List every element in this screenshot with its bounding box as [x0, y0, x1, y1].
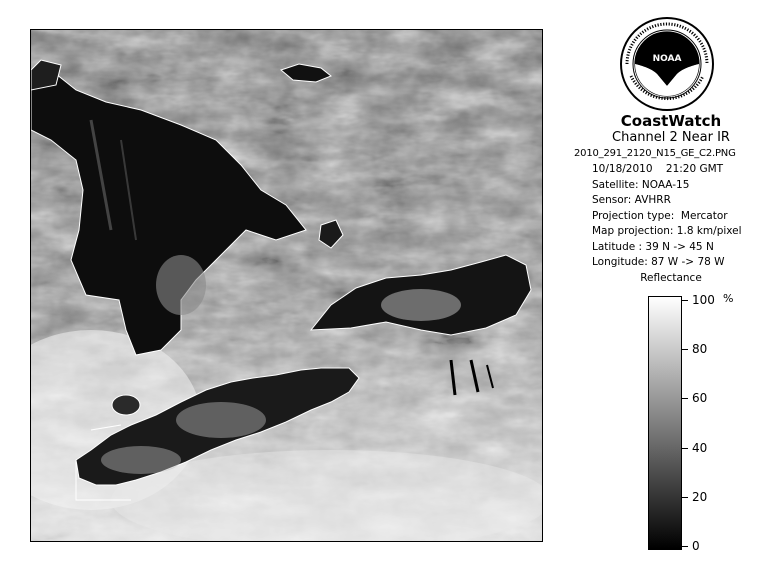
image-filename: 2010_291_2120_N15_GE_C2.PNG [574, 148, 736, 159]
logo-center-text: NOAA [652, 54, 682, 64]
latitude-line: Latitude : 39 N -> 45 N [592, 240, 714, 253]
channel-name: Channel 2 Near IR [612, 130, 730, 145]
colorbar-tick [682, 497, 688, 498]
colorbar-tick-label: 100 [692, 293, 715, 307]
satellite-line: Satellite: NOAA-15 [592, 179, 690, 191]
colorbar-unit: % [723, 292, 734, 305]
colorbar-tick [682, 300, 688, 301]
colorbar-tick [682, 349, 688, 350]
sensor-line: Sensor: AVHRR [592, 194, 671, 207]
erie-cloud-patch [176, 402, 266, 438]
metadata-block [592, 178, 742, 270]
ontario-cloud-patch [381, 289, 461, 321]
longitude-line: Longitude: 87 W -> 78 W [592, 256, 725, 269]
image-date: 10/18/2010 [592, 163, 653, 175]
erie-cloud-patch [101, 446, 181, 474]
image-datetime [592, 163, 723, 175]
lake-cloud-patch [156, 255, 206, 315]
product-title: CoastWatch [620, 112, 722, 130]
colorbar-tick-label: 40 [692, 440, 708, 455]
colorbar-tick [682, 546, 688, 547]
legend-panel [560, 0, 782, 572]
projection-type-line: Projection type: Mercator [592, 209, 728, 222]
colorbar-tick [682, 448, 688, 449]
colorbar-tick-label: 20 [692, 489, 708, 504]
satellite-map [31, 30, 543, 542]
lake-st-clair [112, 395, 140, 415]
colorbar-tick-label: 0 [692, 539, 700, 553]
map-projection-line: Map projection: 1.8 km/pixel [592, 225, 742, 238]
colorbar-tick-label: 60 [692, 391, 708, 406]
colorbar [648, 296, 682, 550]
noaa-logo [619, 16, 715, 112]
satellite-image [30, 29, 543, 542]
colorbar-tick [682, 398, 688, 399]
image-time: 21:20 GMT [665, 163, 724, 175]
colorbar-label: Reflectance [640, 272, 702, 284]
colorbar-tick-label: 80 [692, 342, 708, 357]
